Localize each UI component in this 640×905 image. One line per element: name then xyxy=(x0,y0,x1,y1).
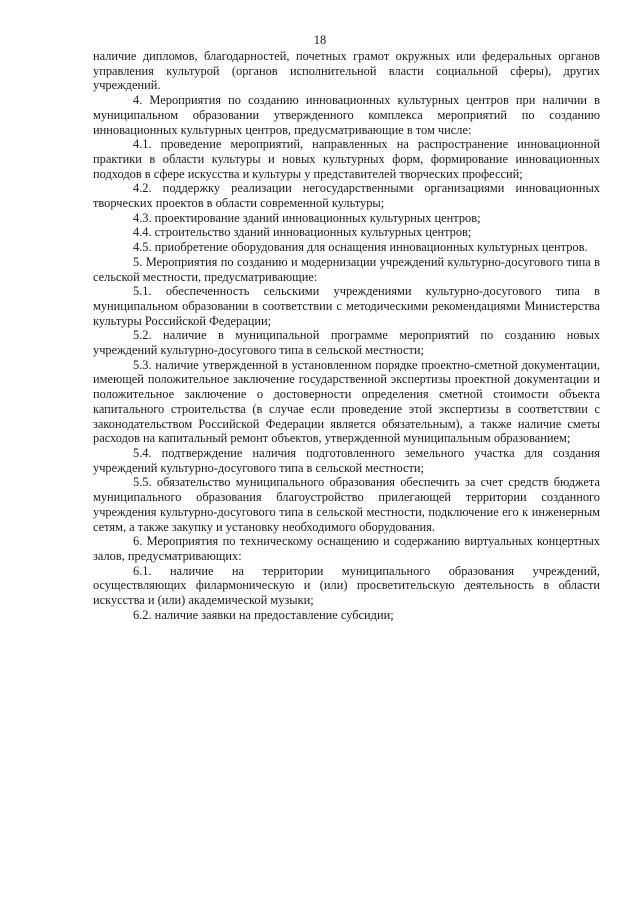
paragraph: 5. Мероприятия по созданию и модернизации учреждений культурно-досугового типа в сельской местности, предусматривающие: xyxy=(93,254,600,284)
paragraph: 6.2. наличие заявки на предоставление субсидии; xyxy=(133,607,394,622)
paragraph: 4.2. поддержку реализации негосударственными организациями инновационных творческих проектов в области современной культуры; xyxy=(93,181,600,211)
paragraph: 6. Мероприятия по техническому оснащению и содержанию виртуальных концертных залов, предусматривающих: xyxy=(93,534,600,563)
paragraph: 4.5. приобретение оборудования для оснащения инновационных культурных центров. xyxy=(133,240,588,255)
paragraph: 5.4. подтверждение наличия подготовленного земельного участка для создания учреждений культурно-досугового типа в сельской местности; xyxy=(93,445,600,475)
paragraph: 5.1. обеспеченность сельскими учреждениями культурно-досугового типа в муниципальном образовании в соответствии с методическими рекомендациями Министерства культуры Российской Федерации; xyxy=(93,284,600,328)
paragraph: 4.3. проектирование зданий инновационных культурных центров; xyxy=(133,210,481,225)
paragraph: 5.2. наличие в муниципальной программе мероприятий по созданию новых учреждений культурно-досугового типа в сельской местности; xyxy=(93,328,600,358)
paragraph: 6.1. наличие на территории муниципального образования учреждений, осуществляющих филармоническую и (или) просветительскую деятельность в области искусства и (или) академической музыки; xyxy=(93,563,600,608)
paragraph: наличие дипломов, благодарностей, почетных грамот окружных или федеральных органов управления культурой (органов исполнительной власти социальной сферы), других учреждений. xyxy=(93,49,600,93)
paragraph: 4.1. проведение мероприятий, направленных на распространение инновационной практики в области культуры и новых культурных форм, формирование инновационных подходов в сфере искусства и культуры у представителей творческих профессий; xyxy=(93,137,600,181)
page-number: 18 xyxy=(313,33,327,47)
paragraph: 5.3. наличие утвержденной в установленном порядке проектно-сметной документации, имеющей положительное заключение государственной экспертизы проектной документации и положительное заключение о достоверности определения сметной стоимости объекта капитального строительства (в случае если проведение этой экспертизы в соответствии с законодательством Российской Федерации является обязательным), а также наличие сметы расходов на капитальный ремонт объектов, утвержденной муниципальным образованием; xyxy=(93,357,600,446)
document-body xyxy=(93,49,600,622)
paragraph: 4. Мероприятия по созданию инновационных культурных центров при наличии в муниципальном образовании утвержденного комплекса мероприятий по созданию инновационных культурных центров, предусматривающие в том числе: xyxy=(93,93,600,137)
paragraph: 5.5. обязательство муниципального образования обеспечить за счет средств бюджета муниципального образования благоустройство прилегающей территории созданного учреждения культурно-досугового типа в сельской местности, подключение его к инженерным сетям, а также закупку и установку необходимого оборудования. xyxy=(93,475,600,534)
paragraph: 4.4. строительство зданий инновационных культурных центров; xyxy=(133,225,472,240)
